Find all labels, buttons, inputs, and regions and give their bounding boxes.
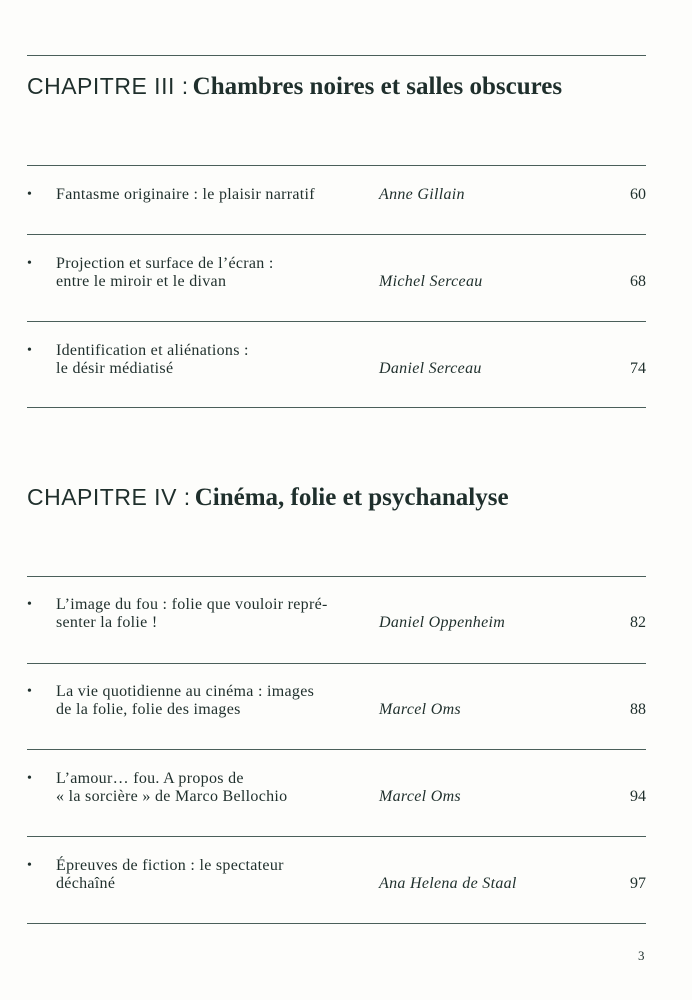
chapter-title: Cinéma, folie et psychanalyse xyxy=(194,484,509,511)
entry-title-line: Épreuves de fiction : le spectateur xyxy=(56,857,284,874)
entry-page: 97 xyxy=(630,875,646,892)
entry-title-line: senter la folie ! xyxy=(56,614,158,631)
entry-title xyxy=(56,596,386,632)
entry-title-line: L’image du fou : folie que vouloir repré- xyxy=(56,596,328,613)
bullet: • xyxy=(27,597,32,612)
entry-author: Ana Helena de Staal xyxy=(379,875,517,892)
bullet: • xyxy=(27,858,32,873)
entry-title-line: La vie quotidienne au cinéma : images xyxy=(56,683,315,700)
entry-page: 82 xyxy=(630,614,646,631)
entry-author: Daniel Oppenheim xyxy=(379,614,506,631)
entry-title xyxy=(56,857,386,893)
divider xyxy=(27,923,646,924)
entry-title xyxy=(56,770,386,806)
divider xyxy=(27,234,646,235)
entry-title xyxy=(56,186,386,204)
bullet: • xyxy=(27,187,32,202)
entry-title-line: Identification et aliénations : xyxy=(56,342,249,359)
divider xyxy=(27,55,646,56)
entry-title xyxy=(56,255,386,291)
chapter-label: CHAPITRE IV : xyxy=(27,484,191,510)
entry-title xyxy=(56,683,386,719)
chapter-label: CHAPITRE III : xyxy=(27,73,189,99)
divider xyxy=(27,663,646,664)
entry-author: Daniel Serceau xyxy=(379,360,482,377)
entry-title-line: « la sorcière » de Marco Bellochio xyxy=(56,788,288,805)
divider xyxy=(27,321,646,322)
entry-author: Michel Serceau xyxy=(379,273,483,290)
entry-title-line: Projection et surface de l’écran : xyxy=(56,255,274,272)
entry-title-line: le désir médiatisé xyxy=(56,360,174,377)
chapter-heading xyxy=(27,73,562,101)
entry-page: 74 xyxy=(630,360,646,377)
entry-author: Marcel Oms xyxy=(379,788,461,805)
entry-title-line: de la folie, folie des images xyxy=(56,701,241,718)
entry-title-line: Fantasme originaire : le plaisir narratif xyxy=(56,186,315,203)
entry-page: 88 xyxy=(630,701,646,718)
divider xyxy=(27,576,646,577)
bullet: • xyxy=(27,343,32,358)
page-number: 3 xyxy=(638,948,645,963)
entry-title xyxy=(56,342,386,378)
divider xyxy=(27,836,646,837)
entry-page: 94 xyxy=(630,788,646,805)
bullet: • xyxy=(27,256,32,271)
divider xyxy=(27,407,646,408)
divider xyxy=(27,165,646,166)
chapter-heading xyxy=(27,484,509,512)
entry-page: 68 xyxy=(630,273,646,290)
entry-page: 60 xyxy=(630,186,646,203)
bullet: • xyxy=(27,684,32,699)
divider xyxy=(27,749,646,750)
entry-title-line: déchaîné xyxy=(56,875,116,892)
entry-title-line: entre le miroir et le divan xyxy=(56,273,227,290)
entry-author: Marcel Oms xyxy=(379,701,461,718)
bullet: • xyxy=(27,771,32,786)
chapter-title: Chambres noires et salles obscures xyxy=(192,73,563,100)
entry-author: Anne Gillain xyxy=(379,186,465,203)
entry-title-line: L’amour… fou. A propos de xyxy=(56,770,244,787)
